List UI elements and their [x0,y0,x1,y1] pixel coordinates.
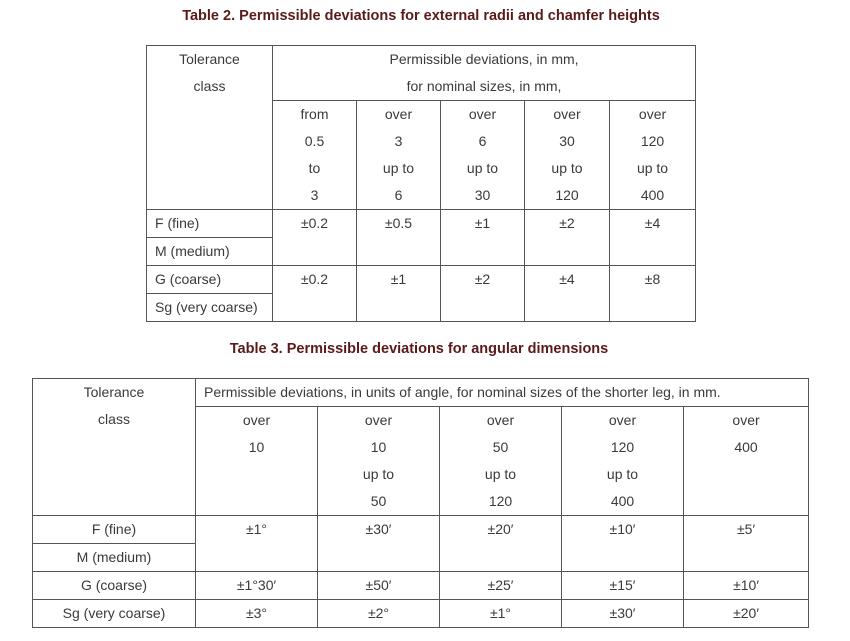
table3-col-header: over 10 up to 50 [318,407,440,516]
table3-value-cell: ±1° [440,600,562,628]
table2-class-header: Tolerance class [147,46,273,210]
table2-value-cell: ±4 [610,210,696,266]
table3-caption: Table 3. Permissible deviations for angular dimensions [229,341,609,357]
table3-value-cell: ±2° [318,600,440,628]
table2-value-cell: ±0.2 [273,266,357,322]
table3-col-header: over 50 up to 120 [440,407,562,516]
table2-class-cell: Sg (very coarse) [147,294,273,322]
table2-value-cell: ±0.5 [357,210,441,266]
table3-class-cell: M (medium) [33,544,196,572]
table2-group-header: Permissible deviations, in mm, for nominal sizes, in mm, [273,46,696,101]
table2-caption: Table 2. Permissible deviations for external radii and chamfer heights [182,8,660,24]
table3-class-cell: G (coarse) [33,572,196,600]
table3-value-cell: ±20′ [684,600,809,628]
table2-col-header: over 120 up to 400 [610,101,696,210]
table3-value-cell: ±10′ [562,516,684,572]
table2-value-cell: ±0.2 [273,210,357,266]
table3-class-cell: F (fine) [33,516,196,544]
table3-col-header: over 10 [196,407,318,516]
table2-value-cell: ±1 [357,266,441,322]
table2-col-header: over 3 up to 6 [357,101,441,210]
table3-value-cell: ±15′ [562,572,684,600]
table3-value-cell: ±1°30′ [196,572,318,600]
table2 [146,45,696,322]
table3-value-cell: ±3° [196,600,318,628]
table3-value-cell: ±10′ [684,572,809,600]
table3-class-header: Tolerance class [33,379,196,516]
table2-col-header: over 30 up to 120 [525,101,610,210]
table3-value-cell: ±30′ [318,516,440,572]
table2-value-cell: ±4 [525,266,610,322]
table3-value-cell: ±20′ [440,516,562,572]
table3-value-cell: ±30′ [562,600,684,628]
table3-value-cell: ±1° [196,516,318,572]
table2-class-cell: F (fine) [147,210,273,238]
table3-col-header: over 400 [684,407,809,516]
table3 [32,378,809,628]
table2-col-header: over 6 up to 30 [441,101,525,210]
table3-value-cell: ±5′ [684,516,809,572]
table3-class-cell: Sg (very coarse) [33,600,196,628]
table3-value-cell: ±50′ [318,572,440,600]
table2-value-cell: ±1 [441,210,525,266]
table2-value-cell: ±2 [441,266,525,322]
table2-col-header: from 0.5 to 3 [273,101,357,210]
table3-value-cell: ±25′ [440,572,562,600]
table2-class-cell: M (medium) [147,238,273,266]
table2-value-cell: ±8 [610,266,696,322]
table3-group-header: Permissible deviations, in units of angle, for nominal sizes of the shorter leg, in mm. [196,379,809,407]
table3-col-header: over 120 up to 400 [562,407,684,516]
table2-value-cell: ±2 [525,210,610,266]
table2-class-cell: G (coarse) [147,266,273,294]
